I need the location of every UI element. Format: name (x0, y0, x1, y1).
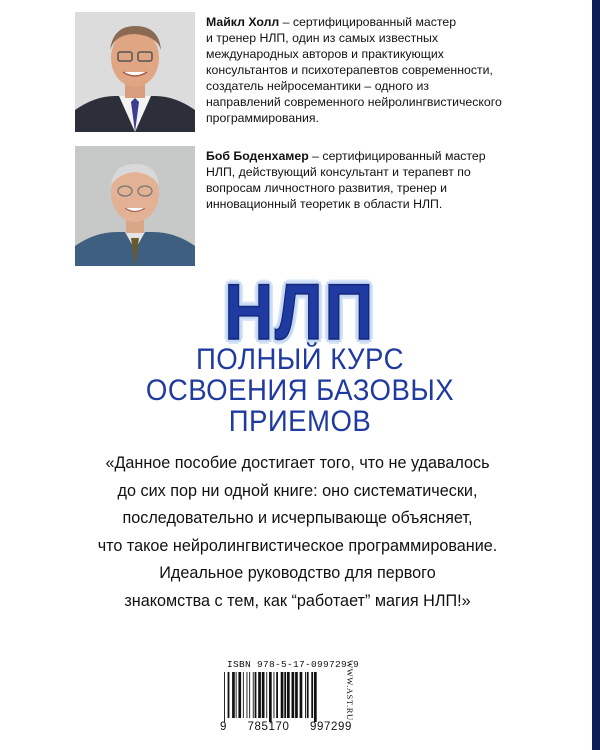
barcode-bar (284, 672, 286, 718)
barcode-bar (276, 672, 278, 718)
barcode-bar (314, 672, 317, 722)
review-quote: «Данное пособие достигает того, что не удавалось до сих пор ни одной книге: оно систематически, последовательно и исчерпывающе объясняет, что такое нейролингвистическое программирование. Идеальное руководство для первого знакомства с тем, как “работает” магия НЛП!» (97, 454, 498, 610)
barcode-bar (295, 672, 298, 718)
barcode-bar (262, 672, 265, 718)
barcode-bar (311, 672, 313, 718)
barcode-bar (258, 672, 261, 718)
author-name-hall: Майкл Холл (206, 15, 280, 29)
author-bio-hall: Майкл Холл – сертифицированный мастер и тренер НЛП, один из самых известных международных авторов и практикующих консультантов и психотерапевтов современности, создатель нейросемантики – одного из направлений современного нейролингвистического программирования. (206, 15, 502, 125)
barcode-bar (243, 672, 244, 718)
barcode (220, 672, 352, 722)
barcode-bar (300, 672, 303, 718)
author-name-bodenhamer: Боб Боденхамер (206, 149, 309, 163)
publisher-website: WWW.AST.RU (345, 660, 355, 721)
barcode-bar (287, 672, 290, 718)
barcode-bar (236, 672, 237, 718)
barcode-bar (281, 672, 284, 718)
author-photo-hall (75, 12, 195, 132)
author-photo-bodenhamer (75, 146, 195, 266)
barcode-bar (249, 672, 250, 718)
barcode-bar (274, 672, 275, 718)
barcode-bar (253, 672, 254, 718)
barcode-bar (224, 672, 225, 722)
barcode-bar (228, 672, 230, 718)
book-subtitle: ПОЛНЫЙ КУРС ОСВОЕНИЯ БАЗОВЫХ ПРИЕМОВ (145, 343, 455, 438)
barcode-bar (307, 672, 309, 718)
barcode-bar (292, 672, 295, 718)
isbn-label: ISBN 978-5-17-099729-9 (227, 659, 360, 670)
barcode-bar (232, 672, 235, 718)
author-bio-bodenhamer: Боб Боденхамер – сертифицированный мастер НЛП, действующий консультант и терапевт по вопросам личностного развития, тренер и инновационный теоретик в области НЛП. (206, 149, 486, 211)
book-title: НЛП (224, 267, 376, 356)
barcode-bar (305, 672, 306, 718)
barcode-bar (266, 672, 267, 718)
barcode-bar (238, 672, 241, 718)
barcode-bar (247, 672, 248, 718)
barcode-bar (255, 672, 257, 718)
barcode-digits: 9 785170 997299 (220, 721, 352, 733)
barcode-bar (269, 672, 272, 722)
